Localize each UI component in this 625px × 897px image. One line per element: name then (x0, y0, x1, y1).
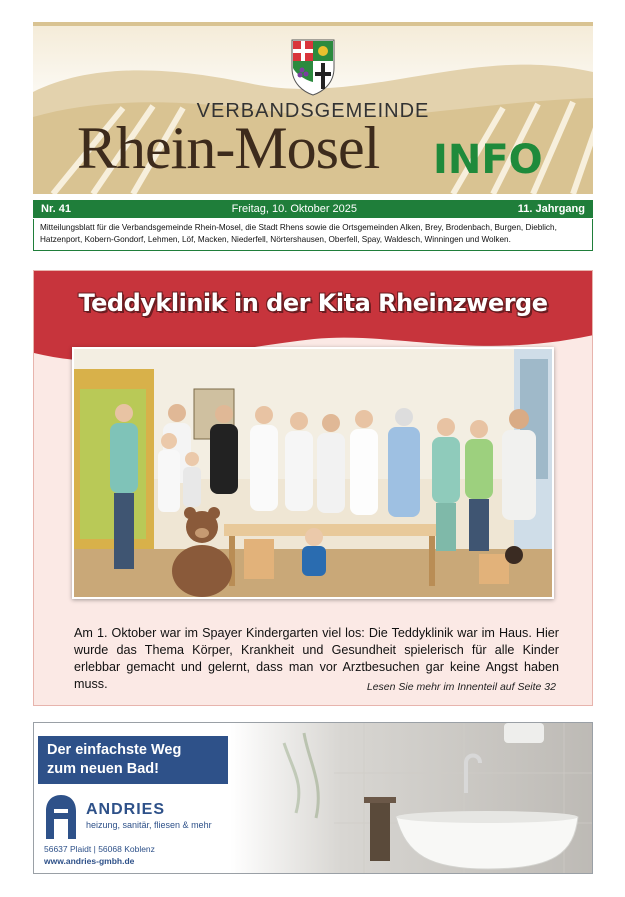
story-body: Am 1. Oktober war im Spayer Kindergarten viel los: Die Teddyklinik war im Haus. Hier wurde das Thema Körper, Krankheit und Gesundheit spielerisch für alle Kinder erlebbar gemacht und gelernt, dass man vor Arztbesuchen gar keine Angst haben muss. (74, 626, 559, 691)
story-page-reference[interactable]: Lesen Sie mehr im Innenteil auf Seite 32 (366, 681, 556, 693)
issue-volume: 11. Jahrgang (517, 203, 585, 215)
andries-logo-icon (46, 795, 76, 839)
issue-date: Freitag, 10. Oktober 2025 (231, 203, 358, 215)
cover-story (33, 270, 593, 706)
masthead-title-suffix: INFO (433, 137, 543, 183)
publisher-name: VERBANDSGEMEINDE (196, 100, 430, 122)
publication-subline: Mitteilungsblatt für die Verbandsgemeinde Rhein-Mosel, die Stadt Rhens sowie die Ortsgemeinden Alken, Brey, Brodenbach, Burgen, Dieblich, Hatzenport, Kobern-Gondorf, Lehmen, Löf, Macken, Niederfell, Nörtershausen, Oberfell, Spay, Waldesch, Winningen und Wolken. (33, 219, 593, 251)
kita-group-photo[interactable] (72, 347, 554, 599)
ad-headline-line1: Der einfachste Weg (47, 742, 182, 758)
ad-address: 56637 Plaidt | 56068 Koblenz (44, 844, 155, 854)
ad-headline-line2: zum neuen Bad! (47, 761, 159, 777)
ad-website-link[interactable]: www.andries-gmbh.de (44, 856, 135, 866)
masthead-title: Rhein-Mosel (77, 115, 380, 181)
masthead (33, 22, 593, 194)
ad-headline (38, 736, 228, 784)
issue-number: Nr. 41 (41, 203, 71, 215)
coat-of-arms-icon (290, 38, 336, 96)
andries-advertisement[interactable] (33, 722, 593, 874)
story-headline: Teddyklinik in der Kita Rheinzwerge (78, 289, 548, 317)
ad-tagline: heizung, sanitär, fliesen & mehr (86, 820, 212, 830)
ad-brand-name: ANDRIES (86, 801, 166, 818)
issue-bar (33, 200, 593, 218)
